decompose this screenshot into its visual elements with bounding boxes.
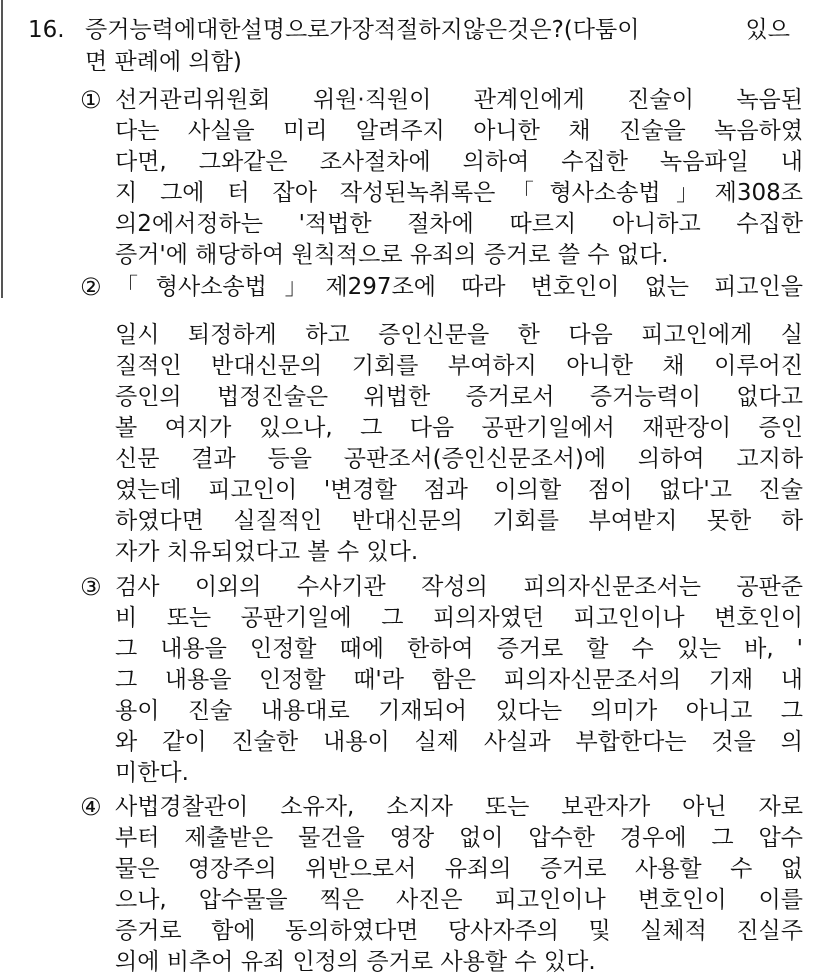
option-text-line: 미한다. [115,760,189,786]
question-number: 16. [28,17,65,43]
option-text-line: 였는데 피고인이 '변경할 점과 이의할 점이 없다'고 진술 [115,477,803,503]
option-text-line: 으나, 압수물을 찍은 사진은 피고인이나 변호인이 이를 [115,887,803,913]
option-marker[interactable]: ① [80,86,102,114]
option-text-line: 일시 퇴정하게 하고 증인신문을 한 다음 피고인에게 실 [115,322,803,348]
question-text-line: 면 판례에 의함) [85,49,242,75]
option-marker[interactable]: ② [80,273,102,301]
option-text-line: 검사 이외의 수사기관 작성의 피의자신문조서는 공판준 [115,574,803,600]
option-text-line: 하였다면 실질적인 반대신문의 기회를 부여받지 못한 하 [115,508,803,534]
option-text-line: 그 내용을 인정할 때에 한하여 증거로 할 수 있는 바, ' [115,636,803,662]
option-text-line: 신문 결과 등을 공판조서(증인신문조서)에 의하여 고지하 [115,446,803,472]
option-text-line: 그 내용을 인정할 때'라 함은 피의자신문조서의 기재 내 [115,667,803,693]
option-marker[interactable]: ④ [80,793,102,821]
option-text-line: 질적인 반대신문의 기회를 부여하지 아니한 채 이루어진 [115,353,803,379]
option-text-line: 증인의 법정진술은 위법한 증거로서 증거능력이 없다고 [115,384,803,410]
option-text-line: 와 같이 진술한 내용이 실제 사실과 부합한다는 것을 의 [115,729,803,755]
option-text-line: 비 또는 공판기일에 그 피의자였던 피고인이나 변호인이 [115,605,803,631]
option-text-line: 다는 사실을 미리 알려주지 아니한 채 진술을 녹음하였 [115,118,803,144]
option-text-line: 물은 영장주의 위반으로서 유죄의 증거로 사용할 수 없 [115,856,803,882]
option-text-line: 볼 여지가 있으나, 그 다음 공판기일에서 재판장이 증인 [115,415,803,441]
option-text-line: 자가 치유되었다고 볼 수 있다. [115,539,419,565]
option-text-line: 「형사소송법」제297조에 따라 변호인이 없는 피고인을 [115,274,803,300]
option-text-line: 사법경찰관이 소유자, 소지자 또는 보관자가 아닌 자로 [115,794,803,820]
option-text-line: 의2에서정하는 '적법한 절차에 따르지 아니하고 수집한 [115,211,803,237]
option-text-line: 다면, 그와같은 조사절차에 의하여 수집한 녹음파일 내 [115,149,803,175]
option-text-line: 증거'에 해당하여 원칙적으로 유죄의 증거로 쓸 수 없다. [115,242,669,268]
option-text-line: 선거관리위원회 위원·직원이 관계인에게 진술이 녹음된 [115,87,803,113]
option-marker[interactable]: ③ [80,573,102,601]
option-text-line: 증거로 함에 동의하였다면 당사자주의 및 실체적 진실주 [115,918,803,944]
option-text-line: 부터 제출받은 물건을 영장 없이 압수한 경우에 그 압수 [115,825,803,851]
option-text-line: 지 그에 터 잡아 작성된녹취록은「형사소송법」제308조 [115,180,803,206]
question-text-line: 증거능력에대한설명으로가장적절하지않은것은?(다툼이 있으 [85,17,790,43]
option-text-line: 용이 진술 내용대로 기재되어 있다는 의미가 아니고 그 [115,698,803,724]
option-text-line: 의에 비추어 유죄 인정의 증거로 사용할 수 있다. [115,949,596,975]
left-border-line [1,0,3,298]
